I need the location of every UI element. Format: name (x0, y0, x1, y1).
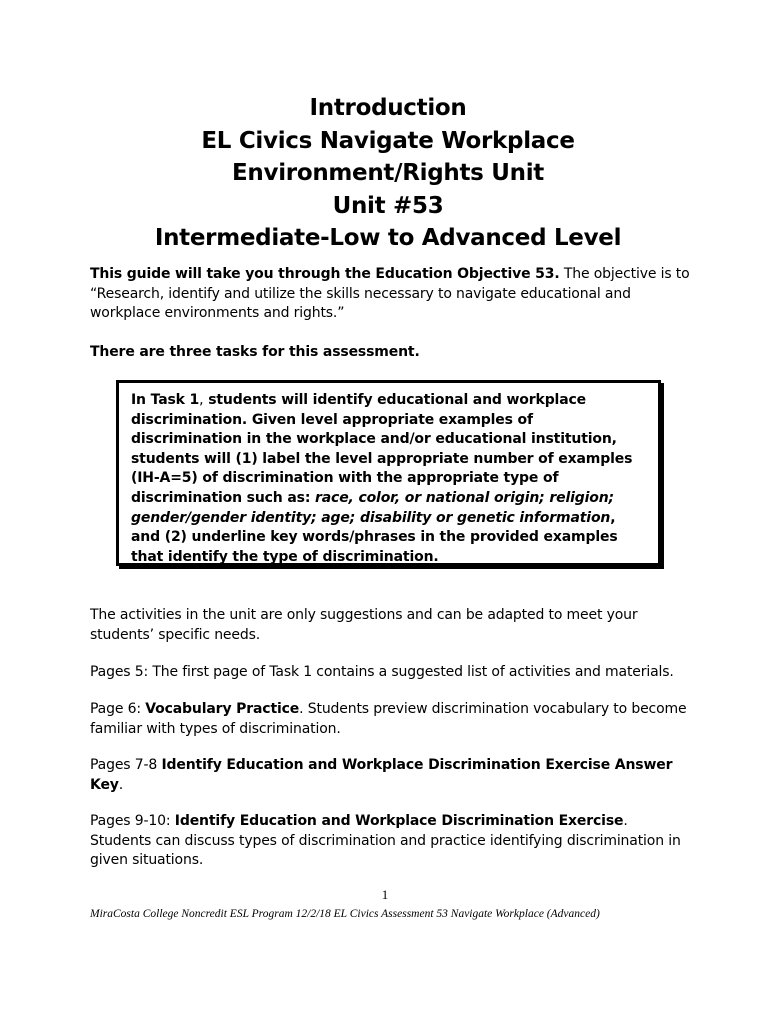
page-6-bold: Vocabulary Practice (145, 701, 300, 717)
page-6-prefix: Page 6: (90, 701, 146, 717)
title-line-3: Environment/Rights Unit (232, 160, 544, 186)
page-footer: MiraCosta College Noncredit ESL Program 12/2/18 EL Civics Assessment 53 Navigate Workplace (Advanced) (90, 908, 600, 920)
pages-7-8-bold: Identify Education and Workplace Discrimination Exercise Answer Key (90, 757, 673, 793)
pages-9-10-suffix: . Students can discuss types of discrimination and practice identifying discrimination in given situations. (90, 813, 681, 868)
task-label-comma: , (199, 392, 204, 408)
tasks-heading: There are three tasks for this assessment. (90, 344, 420, 360)
title-line-4: Unit #53 (332, 192, 444, 219)
pages-7-8-prefix: Pages 7-8 (90, 757, 162, 773)
intro-bold: This guide will take you through the Education Objective 53. (90, 266, 560, 282)
title-line-1: Introduction (309, 95, 467, 121)
intro-text: The objective is to “Research, identify and utilize the skills necessary to navigate educational and workplace environments and rights.” (90, 266, 690, 321)
discrimination-types-list: race, color, or national origin; religion; gender/gender identity; age; disability or genetic information (131, 489, 615, 526)
task-text-1: students will identify educational and workplace discrimination. Given level appropriate examples of discrimination in the workplace and/or educational institution, students will (1) label the level appropriate number of examples (IH-A=5) of discrimination with the appropriate type of discrimination such as: (131, 392, 633, 506)
task-label: In Task 1 (131, 392, 200, 408)
page-number: 1 (381, 887, 389, 902)
title-line-5: Intermediate-Low to Advanced Level (154, 225, 622, 251)
title-line-2: EL Civics Navigate Workplace (201, 127, 575, 154)
pages-9-10-bold: Identify Education and Workplace Discrimination Exercise (174, 813, 624, 829)
task-text-2: , and (2) underline key words/phrases in the provided examples that identify the type of discrimination. (131, 509, 618, 565)
activities-paragraph: The activities in the unit are only suggestions and can be adapted to meet your students’ specific needs. (90, 607, 638, 643)
pages-5-paragraph: Pages 5: The first page of Task 1 contains a suggested list of activities and materials. (90, 664, 674, 680)
document-title (90, 92, 686, 255)
pages-7-8-suffix: . (118, 776, 124, 793)
pages-9-10-paragraph (90, 812, 690, 871)
intro-paragraph (90, 265, 690, 324)
task-1-box (116, 380, 661, 566)
page-6-suffix: . Students preview discrimination vocabulary to become familiar with types of discrimination. (90, 701, 687, 737)
pages-9-10-prefix: Pages 9-10: (90, 813, 175, 829)
pages-7-8-paragraph (90, 756, 690, 795)
page-6-paragraph (90, 700, 690, 739)
